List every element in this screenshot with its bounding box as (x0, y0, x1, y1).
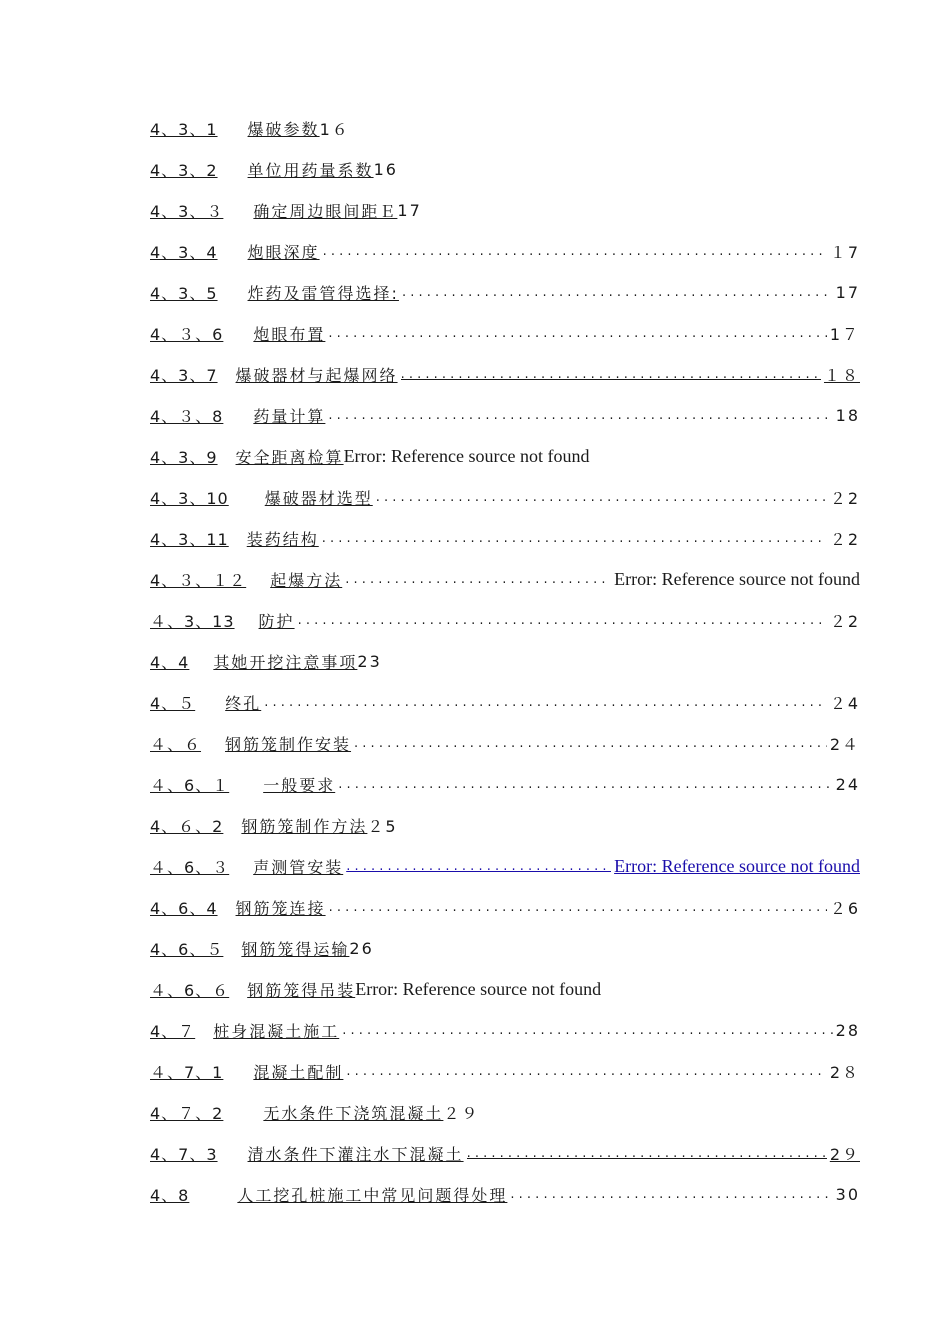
toc-entry[interactable] (150, 641, 860, 682)
toc-entry[interactable] (150, 354, 860, 395)
dot-leader (322, 531, 827, 546)
toc-entry-page: 30 (835, 1185, 860, 1204)
toc-entry[interactable] (150, 1051, 860, 1092)
toc-entry-number: 4、3、4 (150, 243, 218, 262)
toc-entry[interactable] (150, 559, 860, 600)
toc-entry-number: 4、３、１２ (150, 571, 247, 590)
dot-leader (376, 490, 827, 505)
toc-entry-number: 4、6、4 (150, 899, 218, 918)
toc-entry-title: 声测管安装 (253, 858, 344, 877)
toc-entry-page: 16 (373, 160, 398, 179)
toc-entry-page: ２2 (829, 530, 860, 549)
dot-leader (264, 695, 827, 710)
toc-entry-title: 爆破器材与起爆网络 (235, 366, 398, 385)
toc-entry[interactable] (150, 518, 860, 559)
toc-entry-title: 爆破参数 (247, 120, 320, 139)
dot-leader (401, 367, 821, 382)
toc-entry-page-error: Error: Reference source not found (614, 569, 860, 589)
toc-entry-page: 24 (835, 775, 860, 794)
toc-entry-page-link[interactable]: Error: Reference source not found (614, 856, 860, 876)
toc-entry[interactable] (150, 969, 860, 1010)
dot-leader (328, 408, 832, 423)
toc-entry-title: 炮眼布置 (253, 325, 326, 344)
toc-entry-title: 钢筋笼制作方法 (241, 817, 368, 836)
toc-entry-title: 钢筋笼连接 (235, 899, 326, 918)
toc-entry[interactable] (150, 928, 860, 969)
dot-leader (354, 736, 827, 751)
toc-entry-page: 17 (835, 283, 860, 302)
toc-entry-number: 4、７、2 (150, 1104, 224, 1123)
toc-entry-number: 4、3、11 (150, 530, 229, 549)
toc-entry-title: 爆破器材选型 (264, 489, 373, 508)
toc-entry-number: 4、7、3 (150, 1145, 218, 1164)
toc-entry-page: ２4 (829, 694, 860, 713)
toc-entry-page: ２5 (367, 817, 398, 836)
dot-leader (338, 777, 832, 792)
toc-entry[interactable] (150, 436, 860, 477)
toc-entry-page: 2４ (829, 735, 860, 754)
dot-leader (510, 1187, 832, 1202)
dot-leader (298, 613, 827, 628)
toc-entry-page: ２2 (829, 612, 860, 631)
toc-entry-title: 炸药及雷管得选择: (247, 284, 399, 303)
toc-entry-page: ２6 (829, 899, 860, 918)
toc-entry[interactable] (150, 846, 860, 887)
dot-leader (346, 1064, 826, 1079)
toc-entry-number: 4、３、6 (150, 325, 224, 344)
toc-entry-title: 人工挖孔桩施工中常见问题得处理 (237, 1186, 508, 1205)
toc-entry-title: 一般要求 (263, 776, 336, 795)
toc-entry-page-error: Error: Reference source not found (343, 446, 590, 466)
toc-entry-number: ４、3、13 (150, 612, 235, 631)
toc-entry-number: 4、6、５ (150, 940, 224, 959)
toc-entry-page: 1７ (829, 325, 860, 344)
toc-entry-page-error: Error: Reference source not found (355, 979, 602, 999)
toc-entry-number: 4、3、10 (150, 489, 229, 508)
toc-entry[interactable] (150, 272, 860, 313)
toc-entry[interactable] (150, 1133, 860, 1174)
toc-entry[interactable] (150, 764, 860, 805)
dot-leader (329, 900, 827, 915)
toc-entry-number: 4、５ (150, 694, 196, 713)
toc-entry-number: 4、3、7 (150, 366, 218, 385)
toc-entry-number: 4、8 (150, 1186, 190, 1205)
toc-entry[interactable] (150, 108, 860, 149)
toc-entry-title: 其她开挖注意事项 (213, 653, 358, 672)
dot-leader (342, 1023, 832, 1038)
toc-entry-number: 4、3、2 (150, 161, 218, 180)
toc-entry[interactable] (150, 1010, 860, 1051)
toc-entry-title: 钢筋笼制作安装 (225, 735, 352, 754)
toc-entry-number: 4、６、2 (150, 817, 224, 836)
toc-entry-number: ４、6、１ (150, 776, 230, 795)
toc-entry-number: ４、6、６ (150, 981, 230, 1000)
toc-entry[interactable] (150, 1092, 860, 1133)
toc-entry-title: 起爆方法 (270, 571, 343, 590)
toc-entry-page: ２2 (829, 489, 860, 508)
toc-entry-title: 装药结构 (246, 530, 319, 549)
toc-entry-number: 4、3、9 (150, 448, 218, 467)
toc-entry[interactable] (150, 887, 860, 928)
toc-entry-page: 26 (349, 939, 374, 958)
toc-entry-title: 药量计算 (253, 407, 326, 426)
table-of-contents (150, 108, 860, 1215)
toc-entry-number: ４、6、３ (150, 858, 230, 877)
toc-entry-title: 终孔 (225, 694, 262, 713)
toc-entry[interactable] (150, 231, 860, 272)
toc-entry-title: 混凝土配制 (253, 1063, 344, 1082)
toc-entry-title: 安全距离检算 (235, 448, 344, 467)
toc-entry[interactable] (150, 723, 860, 764)
toc-entry-page: 23 (357, 652, 382, 671)
toc-entry-title: 防护 (258, 612, 295, 631)
toc-entry-title: 桩身混凝土施工 (213, 1022, 340, 1041)
toc-entry[interactable] (150, 190, 860, 231)
toc-entry-number: ４、６ (150, 735, 202, 754)
toc-entry[interactable] (150, 805, 860, 846)
dot-leader (346, 859, 611, 874)
toc-entry[interactable] (150, 395, 860, 436)
toc-entry[interactable] (150, 1174, 860, 1215)
dot-leader (345, 572, 611, 587)
toc-entry-number: 4、７ (150, 1022, 196, 1041)
toc-entry-number: 4、3、1 (150, 120, 218, 139)
toc-entry-number: ４、7、1 (150, 1063, 224, 1082)
toc-entry-page: 1６ (319, 120, 350, 139)
toc-entry-title: 无水条件下浇筑混凝土 (263, 1104, 444, 1123)
toc-entry-page: 2８ (829, 1063, 860, 1082)
toc-entry-title: 炮眼深度 (247, 243, 320, 262)
toc-entry-number: 4、3、5 (150, 284, 218, 303)
toc-entry-number: 4、3、３ (150, 202, 224, 221)
toc-entry-page: 17 (397, 201, 422, 220)
toc-entry-page: １7 (829, 243, 860, 262)
dot-leader (323, 244, 827, 259)
dot-leader (467, 1146, 827, 1161)
toc-entry-page: ２９ (443, 1104, 480, 1123)
toc-entry[interactable] (150, 149, 860, 190)
toc-entry[interactable] (150, 600, 860, 641)
toc-entry-page: １８ (823, 366, 860, 385)
dot-leader (328, 326, 826, 341)
toc-entry-title: 清水条件下灌注水下混凝土 (247, 1145, 464, 1164)
dot-leader (402, 285, 833, 300)
toc-entry-page: 18 (835, 406, 860, 425)
toc-entry-page: 2９ (829, 1145, 860, 1164)
toc-entry-number: 4、4 (150, 653, 190, 672)
toc-entry-title: 确定周边眼间距Ｅ (253, 202, 398, 221)
toc-entry-title: 单位用药量系数 (247, 161, 374, 180)
toc-entry-number: 4、３、8 (150, 407, 224, 426)
toc-entry-title: 钢筋笼得运输 (241, 940, 350, 959)
toc-entry-page: 28 (835, 1021, 860, 1040)
toc-entry[interactable] (150, 682, 860, 723)
toc-entry[interactable] (150, 313, 860, 354)
toc-entry-title: 钢筋笼得吊装 (247, 981, 356, 1000)
toc-entry[interactable] (150, 477, 860, 518)
